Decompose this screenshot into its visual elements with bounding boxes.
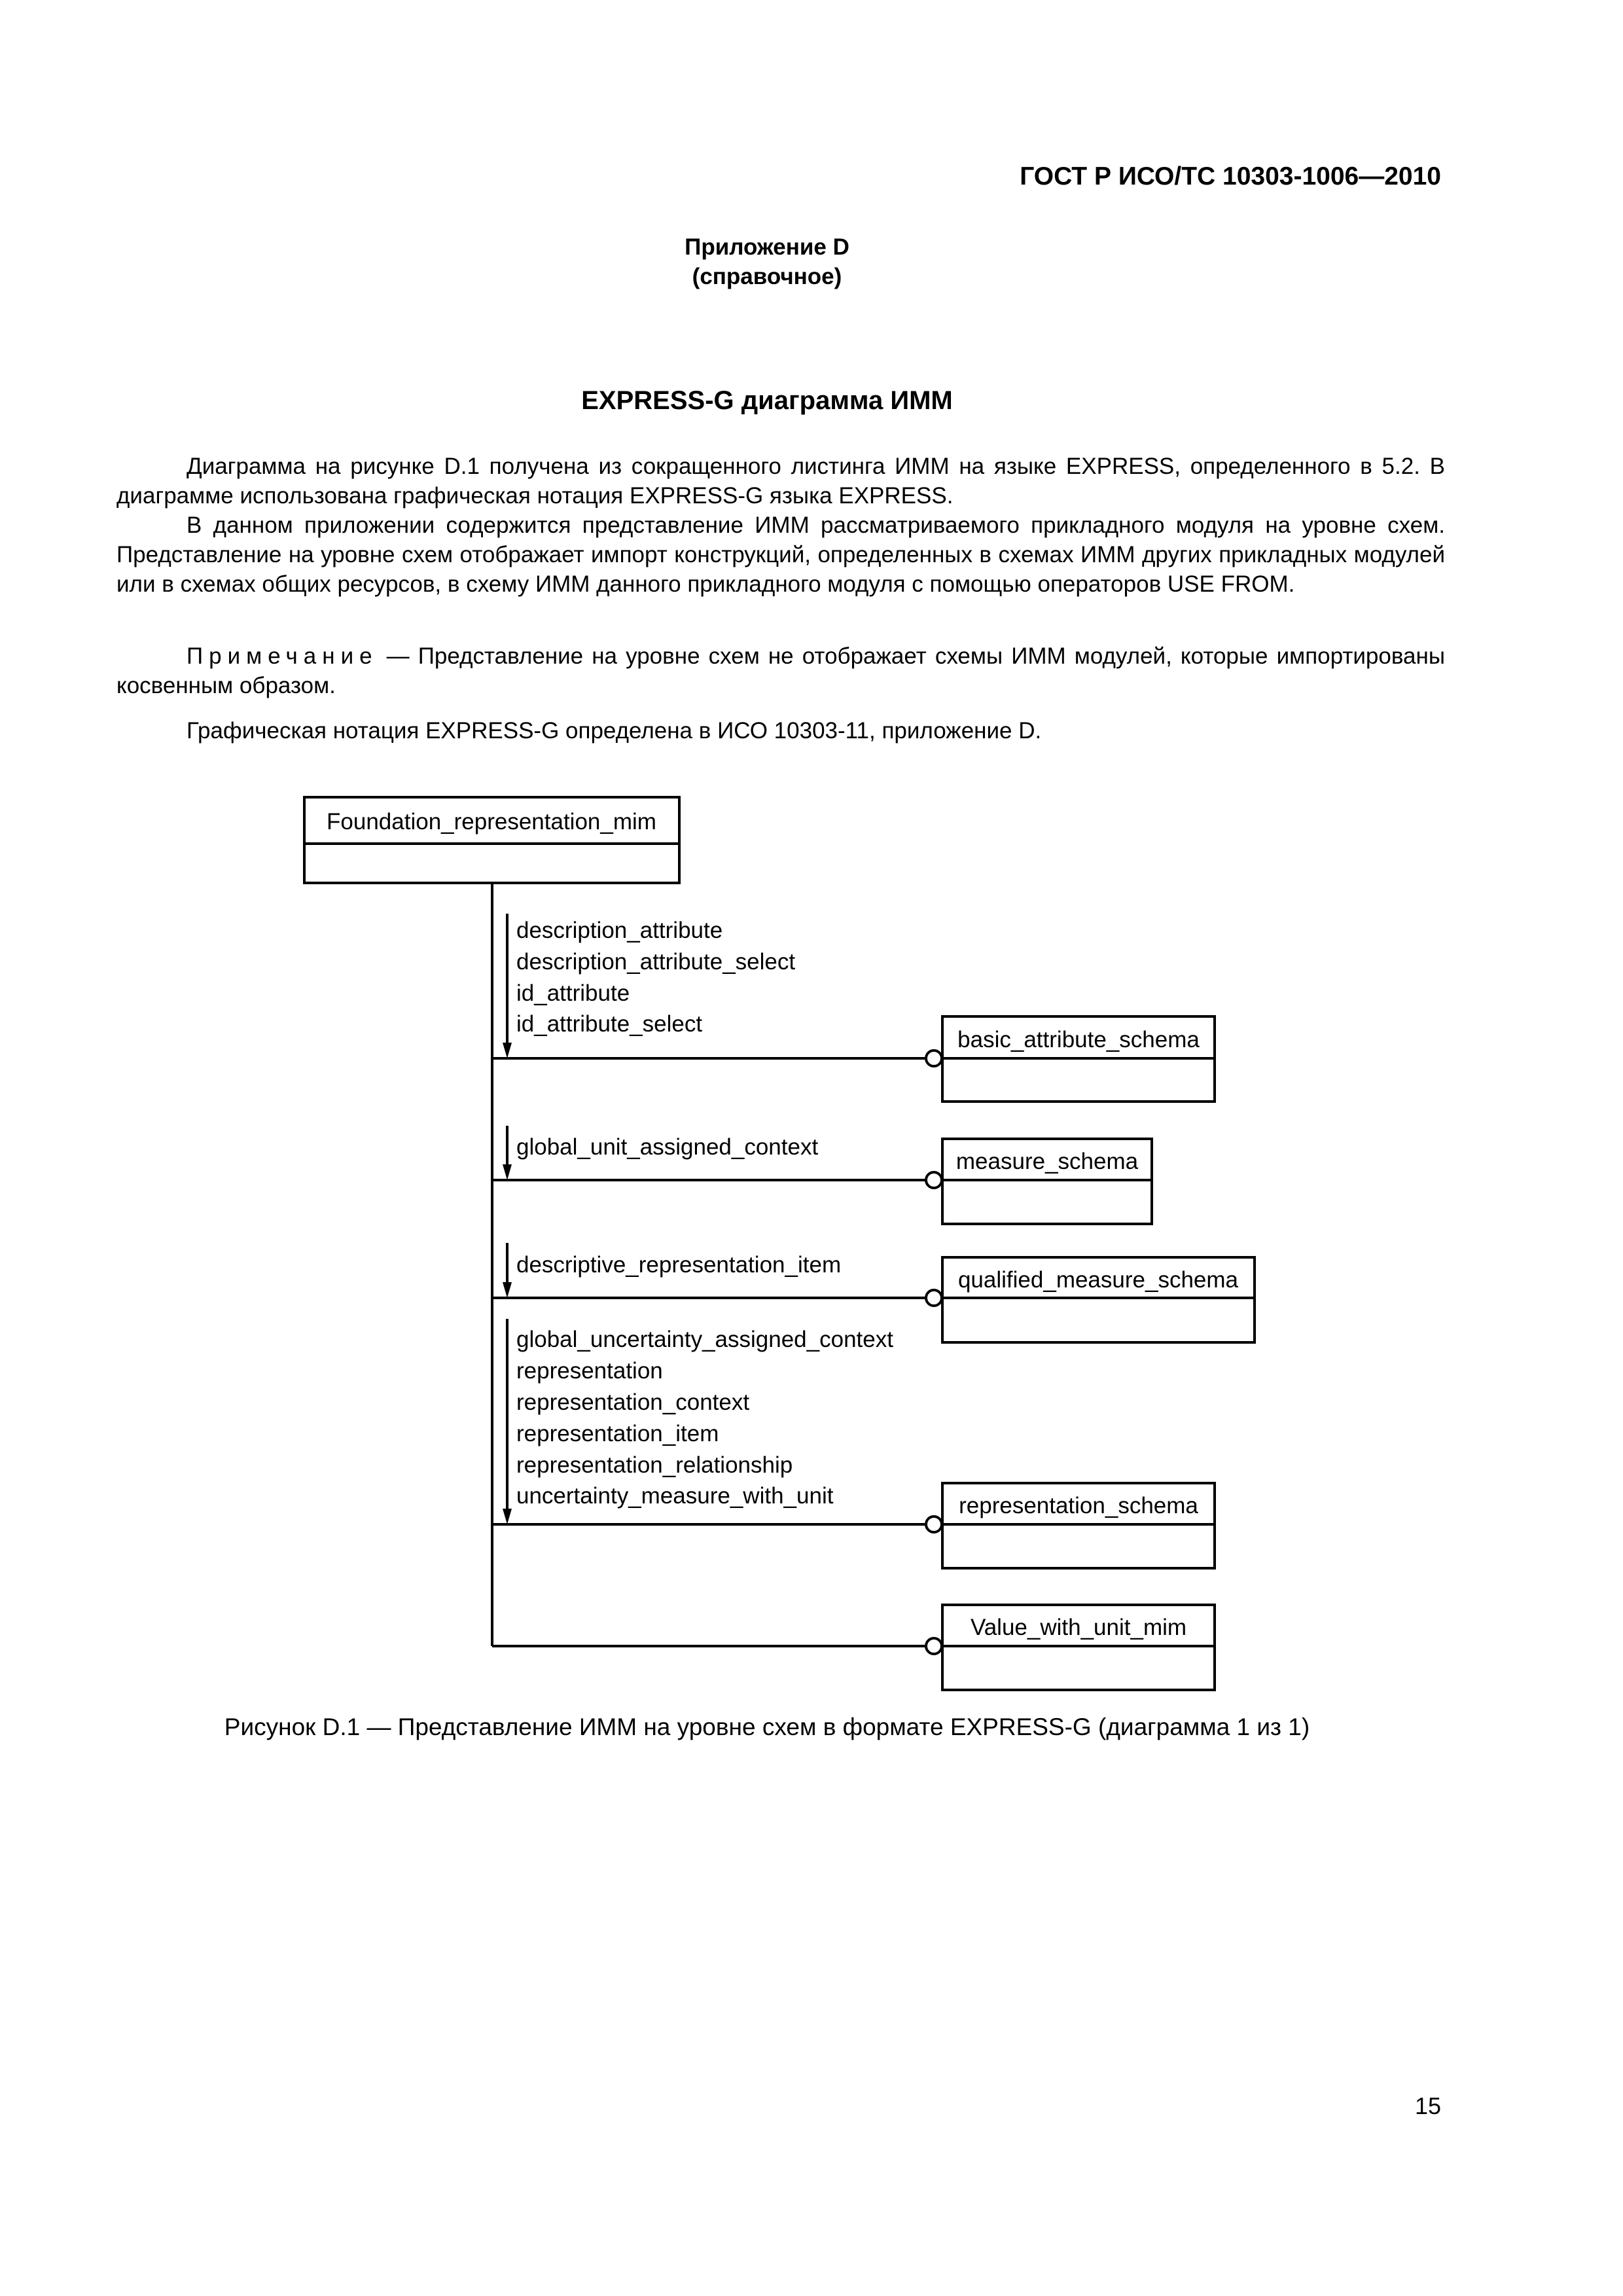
paragraph-2: В данном приложении содержится представление ИММ рассматриваемого прикладного модуля на уровне схем. Представление на уровне схем отображает импорт конструкций, определенных в схемах ИММ других прикладных модулей или в схемах общих ресурсов, в схему ИММ данного прикладного модуля с помощью операторов USE FROM.: [116, 512, 1445, 597]
main-schema-label: Foundation_representation_mim: [327, 809, 656, 834]
circle-icon: [926, 1290, 942, 1306]
note-text: — Представление на уровне схем не отображает схемы ИММ модулей, которые импортированы косвенным образом.: [116, 643, 1445, 698]
schema-label-value-with-unit: Value_with_unit_mim: [970, 1615, 1187, 1640]
figure-caption: Рисунок D.1 — Представление ИММ на уровне схем в формате EXPRESS-G (диаграмма 1 из 1): [224, 1713, 1310, 1740]
import-label: description_attribute: [516, 918, 723, 943]
circle-icon: [926, 1516, 942, 1532]
circle-icon: [926, 1050, 942, 1066]
import-label: id_attribute_select: [516, 1011, 703, 1037]
schema-label-measure: measure_schema: [955, 1149, 1139, 1174]
import-label: global_unit_assigned_context: [516, 1134, 819, 1160]
arrow-down-icon: [503, 1043, 512, 1058]
paragraph-3: Графическая нотация EXPRESS-G определена в ИСО 10303-11, приложение D.: [187, 718, 1042, 744]
arrow-down-icon: [503, 1509, 512, 1524]
paragraph-1: Диаграмма на рисунке D.1 получена из сокращенного листинга ИММ на языке EXPRESS, определенного в 5.2. В диаграмме использована графическая нотация EXPRESS-G языка EXPRESS.: [116, 454, 1445, 509]
schema-label-qualified-measure: qualified_measure_schema: [957, 1267, 1239, 1293]
import-label: representation_context: [516, 1390, 750, 1415]
import-label: description_attribute_select: [516, 949, 796, 975]
annex-status: (справочное): [692, 264, 842, 289]
section-title: EXPRESS-G диаграмма ИММ: [581, 386, 953, 415]
import-label: descriptive_representation_item: [516, 1252, 842, 1278]
import-label: global_uncertainty_assigned_context: [516, 1327, 893, 1352]
note-label: Примечание: [187, 643, 378, 669]
import-label: id_attribute: [516, 980, 630, 1006]
import-label: representation_item: [516, 1421, 719, 1446]
annex-name: Приложение D: [685, 234, 849, 260]
schema-label-representation: representation_schema: [959, 1493, 1198, 1518]
document-header: ГОСТ Р ИСО/ТС 10303-1006—2010: [1020, 162, 1441, 190]
arrow-down-icon: [503, 1164, 512, 1180]
import-label: representation_relationship: [516, 1452, 793, 1478]
circle-icon: [926, 1172, 942, 1188]
import-label: uncertainty_measure_with_unit: [516, 1483, 834, 1509]
schema-label-basic-attribute: basic_attribute_schema: [957, 1027, 1200, 1052]
page-number: 15: [1414, 2092, 1441, 2119]
import-label: representation: [516, 1358, 663, 1384]
arrow-down-icon: [503, 1282, 512, 1298]
circle-icon: [926, 1638, 942, 1654]
